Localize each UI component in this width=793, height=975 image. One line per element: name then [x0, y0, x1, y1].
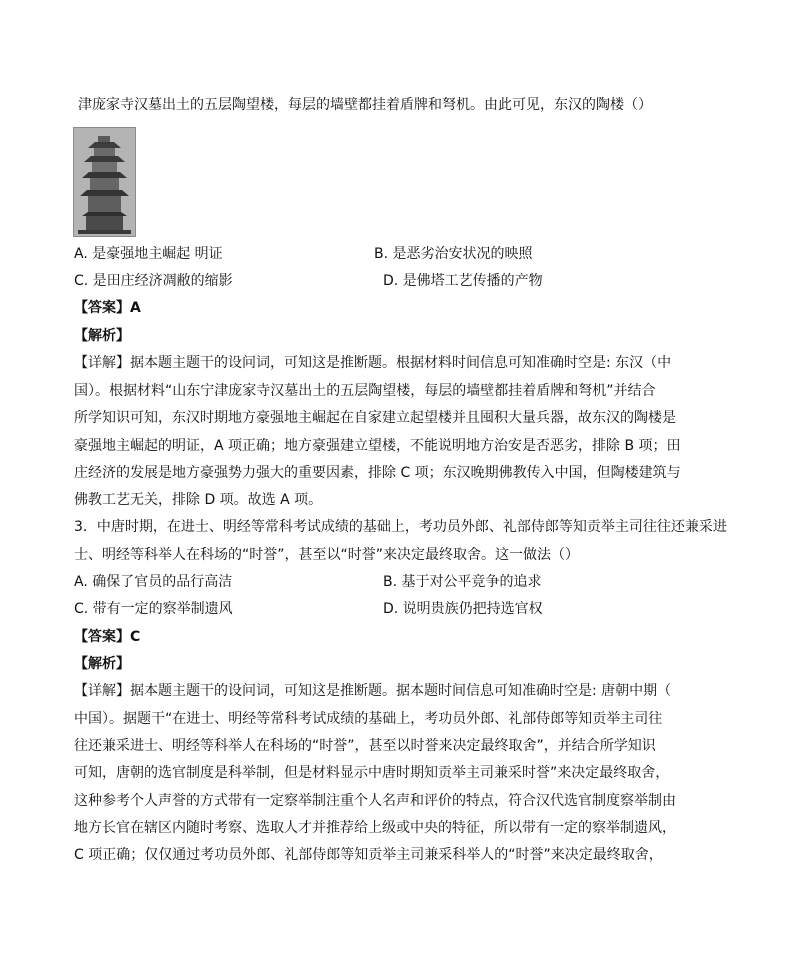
q3-answer: 【答案】C [74, 629, 141, 645]
q2-detail-line: 豪强地主崛起的明证，A 项正确；地方豪强建立望楼，不能说明地方治安是否恶劣，排除 B 项；田 [74, 438, 681, 454]
q3-detail-line: 这种参考个人声誉的方式带有一定察举制注重个人名声和评价的特点，符合汉代选官制度察举制由 [74, 793, 676, 809]
pottery-tower-illustration [74, 128, 135, 236]
q3-option-d: D. 说明贵族仍把持选官权 [383, 601, 543, 617]
q2-option-c: C. 是田庄经济凋敝的缩影 [74, 273, 233, 289]
q3-option-b: B. 基于对公平竞争的追求 [383, 574, 542, 590]
q3-detail-line: 往还兼采进士、明经等科举人在科场的“时誉”，甚至以时誉来决定最终取舍”，并结合所学知识 [74, 738, 656, 754]
q3-stem-line: 士、明经等科举人在科场的“时誉”，甚至以“时誉”来决定最终取舍。这一做法（） [74, 547, 580, 563]
q2-answer: 【答案】A [74, 300, 141, 316]
q2-option-a: A. 是豪强地主崛起 明证 [74, 246, 223, 262]
q3-detail-line: 【详解】据本题主题干的设问词，可知这是推断题。据本题时间信息可知准确时空是: 唐朝中期（ [74, 683, 672, 699]
q2-analysis-heading: 【解析】 [74, 328, 130, 344]
q3-detail-line: 可知，唐朝的选官制度是科举制，但是材料显示中唐时期知贡举主司兼采时誉”来决定最终取舍， [74, 765, 670, 781]
q3-detail-line: 中国）。据题干“在进士、明经等常科考试成绩的基础上，考功员外郎、礼部侍郎等知贡举主司往 [74, 711, 663, 727]
q2-option-d: D. 是佛塔工艺传播的产物 [383, 273, 543, 289]
q3-option-c: C. 带有一定的察举制遗风 [74, 601, 233, 617]
q2-option-b: B. 是恶劣治安状况的映照 [374, 246, 533, 262]
q2-detail-line: 国）。根据材料“山东宁津庞家寺汉墓出土的五层陶望楼，每层的墙壁都挂着盾牌和弩机”并结合 [74, 383, 656, 399]
q2-detail-line: 庄经济的发展是地方豪强势力强大的重要因素，排除 C 项；东汉晚期佛教传入中国，但陶楼建筑与 [74, 465, 681, 481]
q2-stem: 津庞家寺汉墓出土的五层陶望楼，每层的墙壁都挂着盾牌和弩机。由此可见，东汉的陶楼（） [78, 97, 652, 113]
pottery-tower-image [73, 127, 136, 237]
q2-detail-line: 所学知识可知，东汉时期地方豪强地主崛起在自家建立起望楼并且囤积大量兵器，故东汉的陶楼是 [74, 410, 676, 426]
q3-detail-line: C 项正确；仅仅通过考功员外郎、礼部侍郎等知贡举主司兼采科举人的“时誉”来决定最终取舍， [74, 847, 663, 863]
q2-detail-line: 佛教工艺无关，排除 D 项。故选 A 项。 [74, 492, 323, 508]
q3-stem-line: 3．中唐时期，在进士、明经等常科考试成绩的基础上，考功员外郎、礼部侍郎等知贡举主司往往还兼采进 [74, 519, 727, 535]
q3-analysis-heading: 【解析】 [74, 656, 130, 672]
q3-option-a: A. 确保了官员的品行高洁 [74, 574, 233, 590]
q3-detail-line: 地方长官在辖区内随时考察、选取人才并推荐给上级或中央的特征，所以带有一定的察举制遗风， [74, 820, 676, 836]
q2-detail-line: 【详解】据本题主题干的设问词，可知这是推断题。根据材料时间信息可知准确时空是: 东汉（中 [74, 355, 672, 371]
